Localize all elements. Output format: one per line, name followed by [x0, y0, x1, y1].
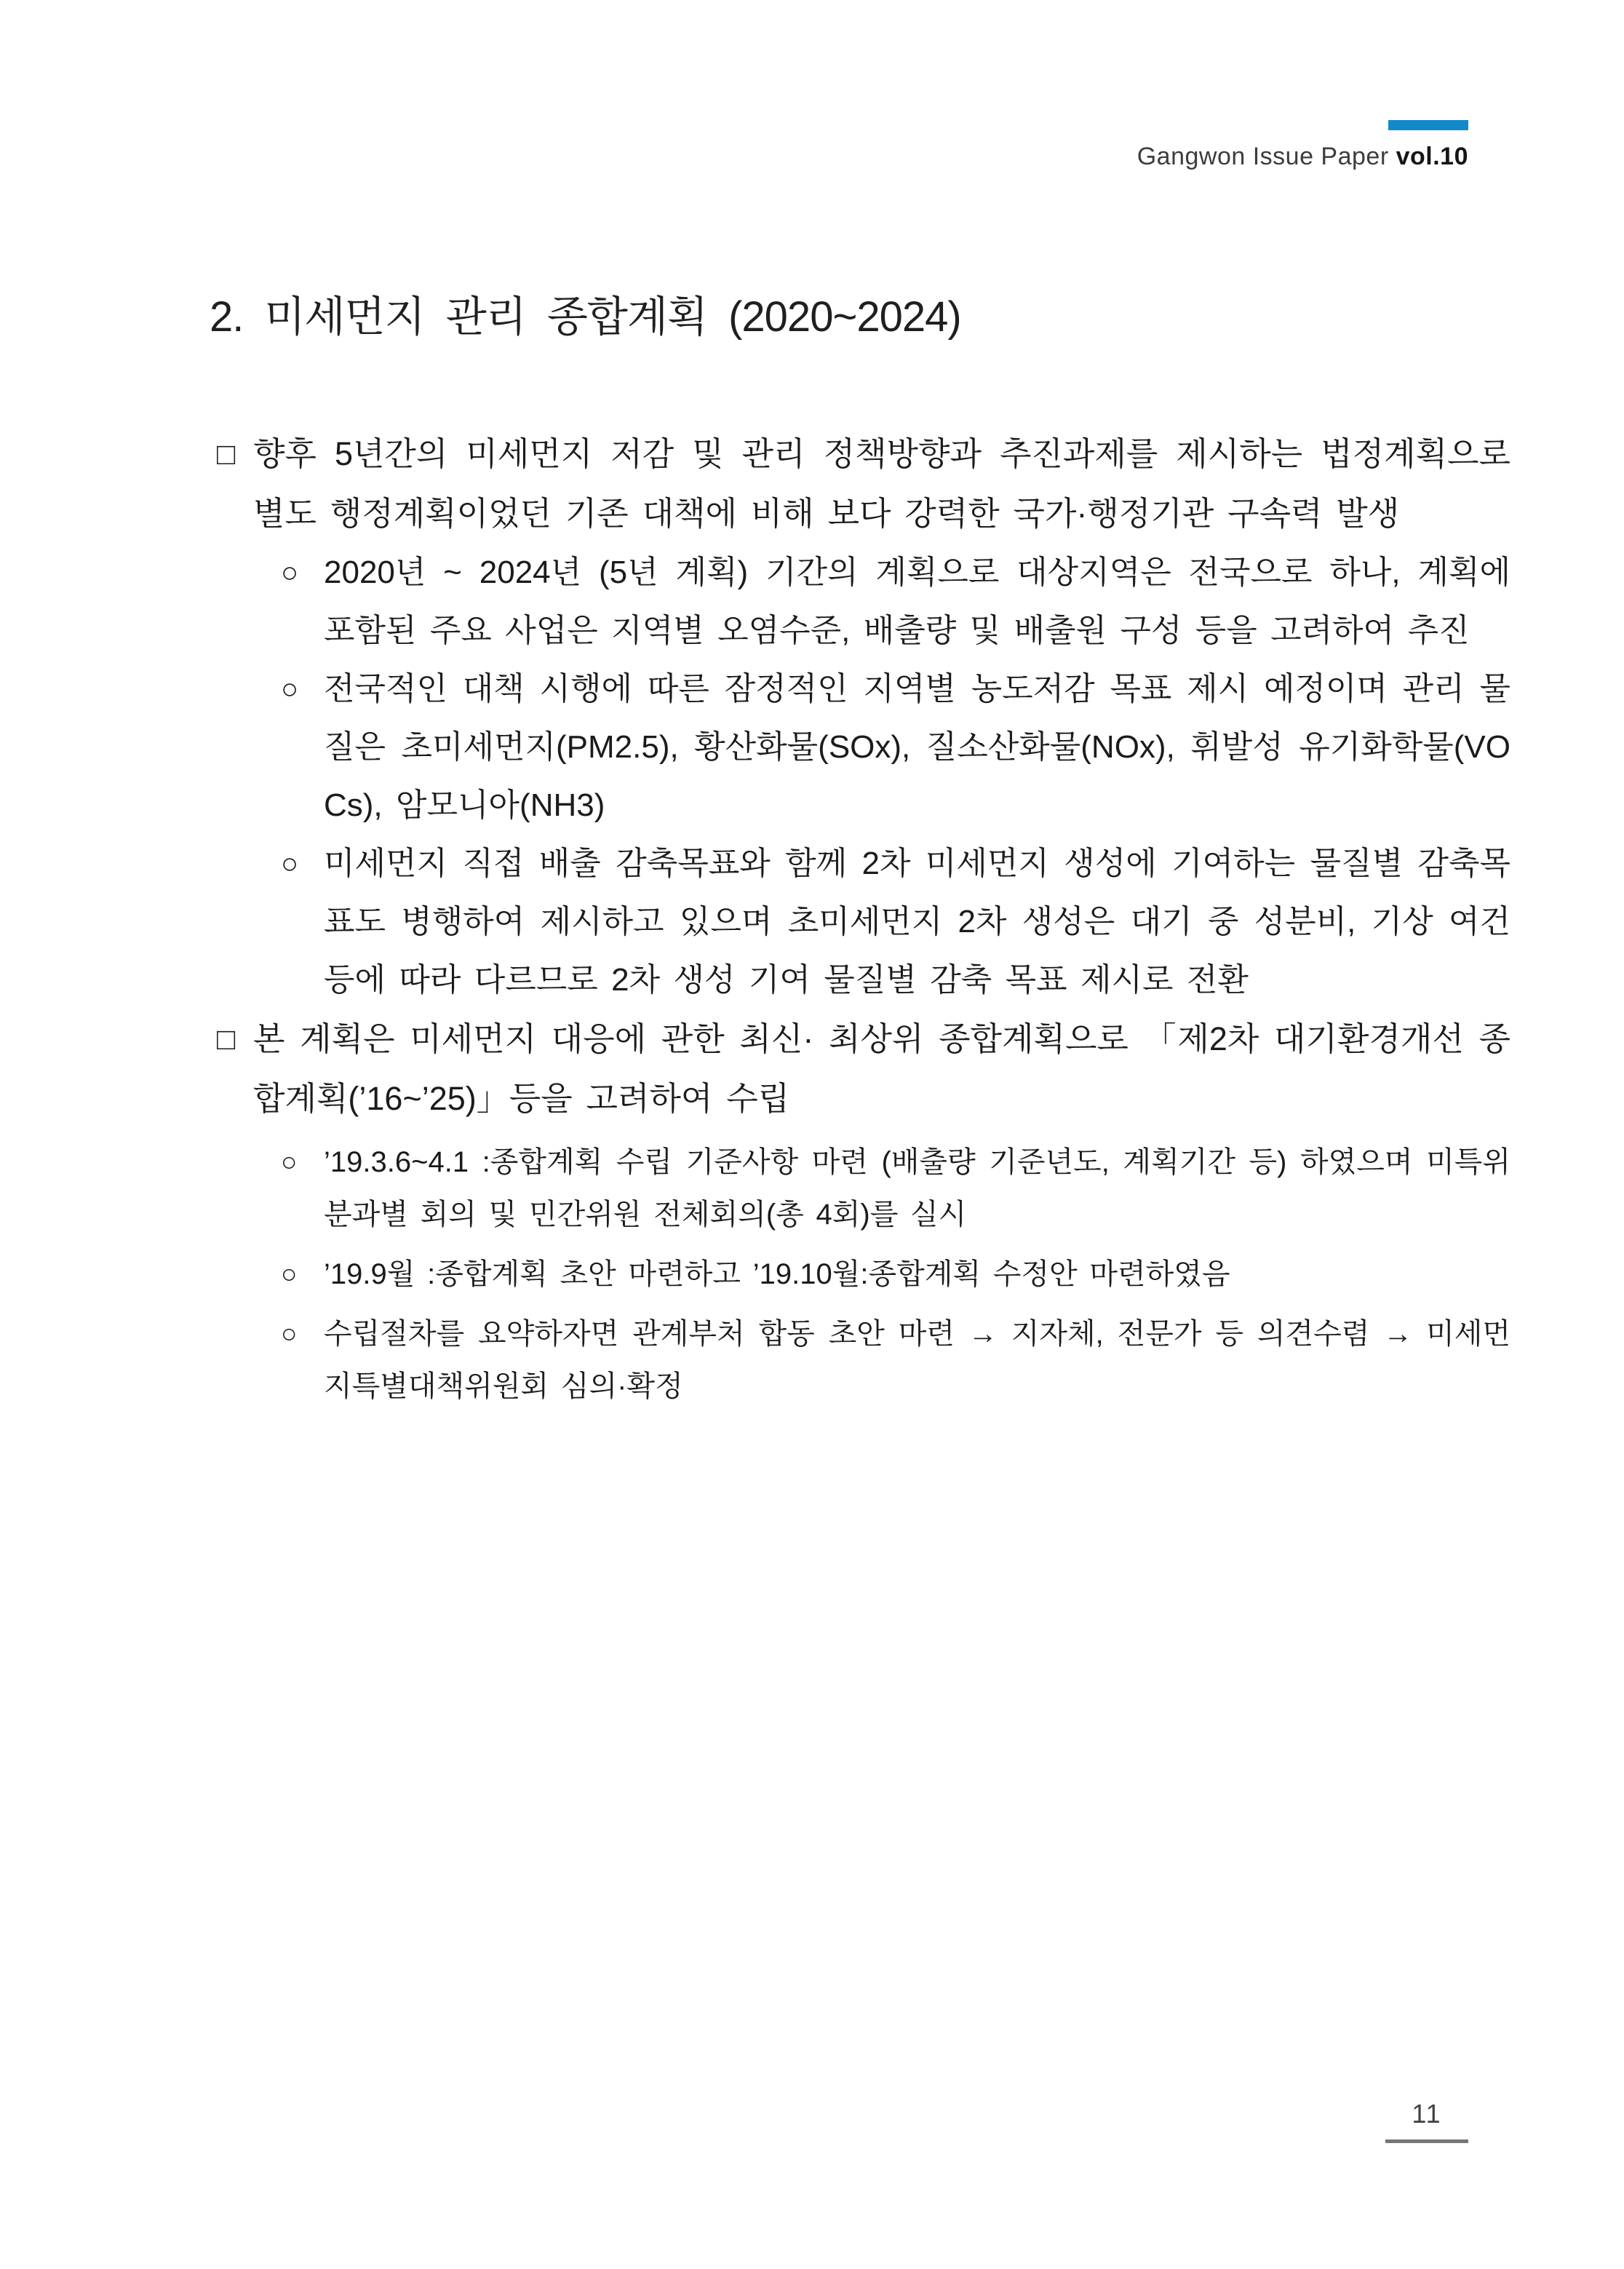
- sub-bullet-item-1-1: [281, 544, 1510, 660]
- square-bullet-icon: □: [217, 1022, 236, 1056]
- sub-bullet-text: 2020년 ~ 2024년 (5년 계획) 기간의 계획으로 대상지역은 전국으로 하나, 계획에 포함된 주요 사업은 지역별 오염수준, 배출량 및 배출원 구성 등을 고려하여 추진: [324, 555, 1510, 648]
- sub-bullet-text: 수립절차를 요약하자면 관계부처 합동 초안 마련 → 지자체, 전문가 등 의견수렴 → 미세먼지특별대책위원회 심의·확정: [324, 1318, 1510, 1402]
- sub-bullet-text: ’19.3.6~4.1 :종합계획 수립 기준사항 마련 (배출량 기준년도, 계획기간 등) 하였으며 미특위 분과별 회의 및 민간위원 전체회의(총 4회)를 실시: [324, 1146, 1510, 1231]
- sub-bullet-item-1-2: [281, 660, 1510, 835]
- sub-bullet-item-2-3: [281, 1308, 1510, 1412]
- sub-bullet-item-2-2: [281, 1248, 1510, 1300]
- sub-bullet-text: 미세먼지 직접 배출 감축목표와 함께 2차 미세먼지 생성에 기여하는 물질별 감축목표도 병행하여 제시하고 있으며 초미세먼지 2차 생성은 대기 중 성분비, 기상 여건 등에 따라 다르므로 2차 생성 기여 물질별 감축 목표 제시로 전환: [324, 846, 1510, 998]
- circle-bullet-icon: ○: [281, 1319, 298, 1348]
- circle-bullet-icon: ○: [281, 848, 299, 880]
- circle-bullet-icon: ○: [281, 557, 299, 589]
- bullet-text: 향후 5년간의 미세먼지 저감 및 관리 정책방향과 추진과제를 제시하는 법정계획으로 별도 행정계획이었던 기존 대책에 비해 보다 강력한 국가·행정기관 구속력 발생: [253, 435, 1510, 532]
- header-volume: vol.10: [1396, 143, 1468, 170]
- square-bullet-icon: □: [217, 437, 236, 471]
- header-title: [1137, 142, 1468, 171]
- circle-bullet-icon: ○: [281, 1259, 298, 1289]
- bullet-item-2: [217, 1009, 1510, 1129]
- sub-bullet-text: 전국적인 대책 시행에 따른 잠정적인 지역별 농도저감 목표 제시 예정이며 관리 물질은 초미세먼지(PM2.5), 황산화물(SOx), 질소산화물(NOx), 휘발성 유기화학물(VOCs), 암모니아(NH3): [324, 671, 1510, 823]
- circle-bullet-icon: ○: [281, 673, 299, 705]
- page-title: 2. 미세먼지 관리 종합계획 (2020~2024): [210, 293, 961, 341]
- header-brand: Gangwon Issue Paper: [1137, 143, 1389, 170]
- sub-bullet-item-1-3: [281, 835, 1510, 1009]
- page-number: 11: [1412, 2099, 1442, 2129]
- page-header: [1137, 120, 1468, 171]
- sub-bullet-item-2-1: [281, 1136, 1510, 1241]
- circle-bullet-icon: ○: [281, 1147, 298, 1177]
- sub-bullet-text: ’19.9월 :종합계획 초안 마련하고 ’19.10월:종합계획 수정안 마련하였음: [324, 1258, 1230, 1290]
- page-footer: [1385, 2099, 1468, 2143]
- bullet-text: 본 계획은 미세먼지 대응에 관한 최신· 최상위 종합계획으로 「제2차 대기환경개선 종합계획(’16~’25)」등을 고려하여 수립: [253, 1020, 1510, 1117]
- document-body: [217, 424, 1510, 1412]
- header-accent-bar: [1388, 120, 1468, 130]
- bullet-item-1: [217, 424, 1510, 544]
